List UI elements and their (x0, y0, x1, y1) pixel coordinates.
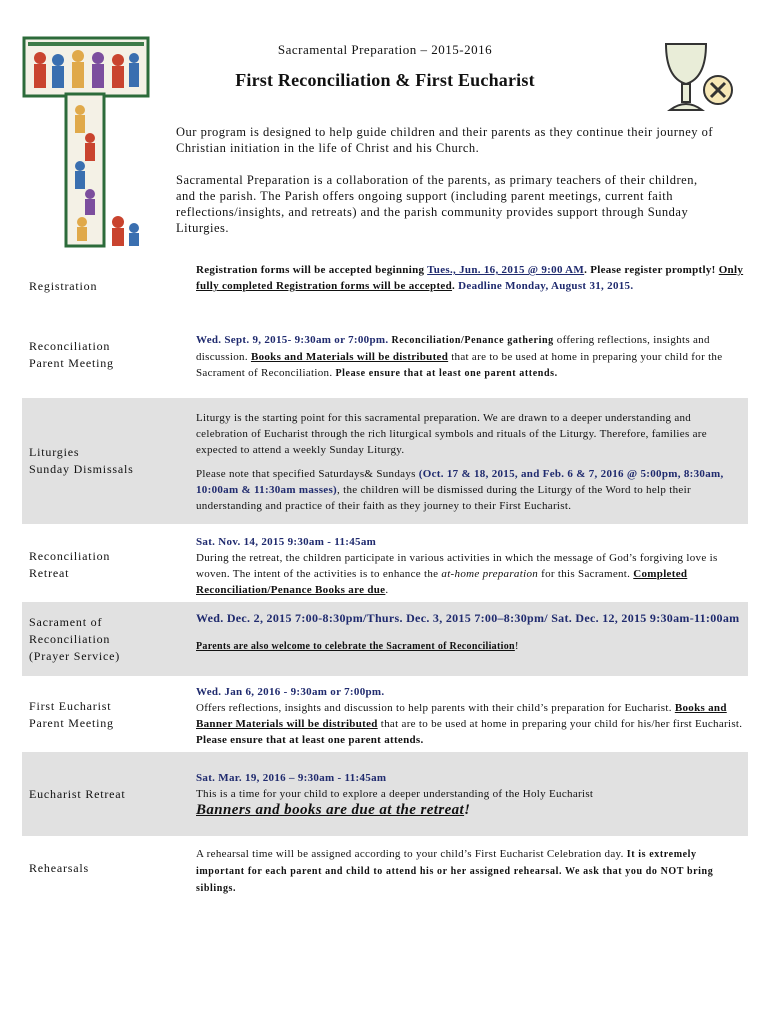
row-label: Sacrament of Reconciliation (Prayer Service) (29, 615, 121, 663)
row-label: Liturgies Sunday Dismissals (29, 445, 134, 476)
intro-paragraph-2: Sacramental Preparation is a collaboration of the parents, as primary teachers of their children, and the parish. The Parish offers ongoing support (including parent meetings, current faith reflections/insights, and retreats) and the parish community provides support through Sunday Liturgies. (176, 173, 698, 235)
schedule-row-rehearsals (22, 840, 748, 900)
page-title: First Reconciliation & First Eucharist (235, 70, 535, 90)
schedule-row-sacrament-of-reconciliation (22, 602, 748, 676)
row-label: Reconciliation Parent Meeting (29, 339, 114, 370)
t-cross-illustration (22, 34, 150, 250)
row-content: Registration forms will be accepted beginning Tues., Jun. 16, 2015 @ 9:00 AM. Please register promptly! Only fully completed Registration forms will be accepted. Deadline Monday, August 31, 2015. (196, 264, 744, 292)
row-label: Eucharist Retreat (29, 787, 126, 801)
row-label: Rehearsals (29, 861, 89, 875)
schedule-row-reconciliation-parent-meeting (22, 326, 748, 396)
schedule-row-liturgies (22, 398, 748, 524)
schedule-row-reconciliation-retreat (22, 528, 748, 600)
program-subtitle: Sacramental Preparation – 2015-2016 (277, 42, 493, 57)
row-content: A rehearsal time will be assigned according to your child’s First Eucharist Celebration day. It is extremely important for each parent and child to attend his or her assigned rehearsal. We ask that you do NOT bring siblings. (196, 848, 714, 894)
schedule-row-registration (22, 256, 748, 322)
row-content: Wed. Sept. 9, 2015- 9:30am or 7:00pm. Reconciliation/Penance gathering offering reflections, insights and discussion. Books and Materials will be distributed that are to be used at home in preparing your child for the Sacrament of Reconciliation. Please ensure that at least one parent attends. (196, 334, 723, 379)
schedule-row-first-eucharist-parent-meeting (22, 678, 748, 750)
row-content: Sat. Mar. 19, 2016 – 9:30am - 11:45am This is a time for your child to explore a deeper understanding of the Holy Eucharist Banners and books are due at the retreat! (196, 772, 594, 818)
row-label: Registration (29, 279, 98, 293)
row-content: Wed. Dec. 2, 2015 7:00-8:30pm/Thurs. Dec. 3, 2015 7:00–8:30pm/ Sat. Dec. 12, 2015 9:30am-11:00am Parents are also welcome to celebrate the Sacrament of Reconciliation! (196, 611, 740, 652)
row-content: Sat. Nov. 14, 2015 9:30am - 11:45am During the retreat, the children participate in various activities in which the message of God’s forgiving love is woven. The intent of the activities is to enhance the at-home preparation for this Sacrament. Completed Reconciliation/Penance Books are due. (196, 536, 718, 596)
row-content: Liturgy is the starting point for this sacramental preparation. We are drawn to a deeper understanding and celebration of Eucharist through the rich liturgical symbols and rituals of the Liturgy. Therefore, families are expected to attend a weekly Sunday Liturgy. Please note that specified Saturdays& Sundays (Oct. 17 & 18, 2015, and Feb. 6 & 7, 2016 @ 5:00pm, 8:30am, 10:00am & 11:30am masses), the children will be dismissed during the Liturgy of the Word to help their understanding and practice of their faith as they journey to their First Eucharist. (196, 412, 724, 512)
row-label: Reconciliation Retreat (29, 549, 111, 580)
row-content: Wed. Jan 6, 2016 - 9:30am or 7:00pm. Offers reflections, insights and discussion to help parents with their child’s preparation for Eucharist. Books and Banner Materials will be distributed that are to be used at home in preparing your child for his/her first Eucharist. Please ensure that at least one parent attends. (196, 686, 743, 746)
schedule-row-eucharist-retreat (22, 752, 748, 836)
intro-paragraph-1: Our program is designed to help guide children and their parents as they continue their journey of Christian initiation in the life of Christ and his Church. (176, 125, 714, 155)
row-label: First Eucharist Parent Meeting (29, 699, 114, 730)
